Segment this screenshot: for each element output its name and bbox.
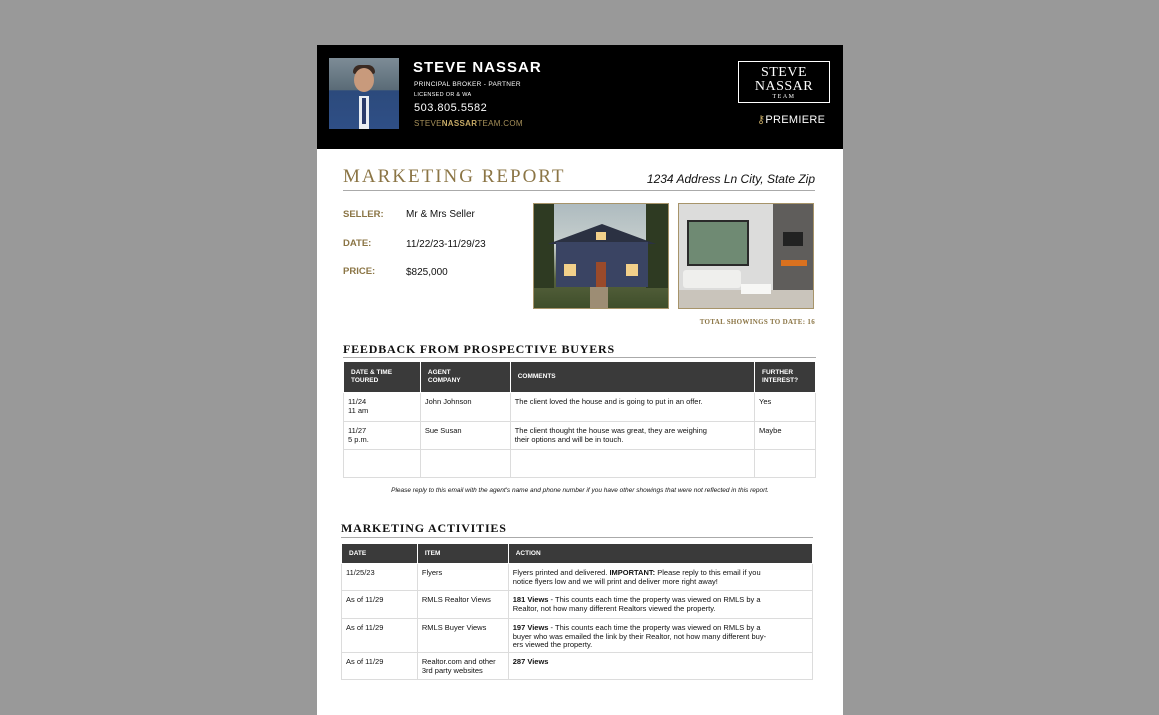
agent-photo — [329, 58, 399, 129]
living-room-photo — [678, 203, 814, 309]
table-row: 11/27 5 p.m. Sue Susan The client thought the house was great, they are weighing their options and will be in touch. Maybe — [344, 422, 816, 450]
total-showings: TOTAL SHOWINGS TO DATE: 16 — [699, 318, 815, 326]
seller-label: SELLER: — [343, 209, 384, 220]
house-exterior-photo — [533, 203, 669, 309]
col-action: ACTION — [508, 544, 812, 564]
key-icon: ⚷ — [757, 114, 766, 126]
divider — [343, 190, 815, 191]
date-label: DATE: — [343, 238, 372, 249]
team-logo: STEVE NASSAR TEAM — [738, 61, 830, 103]
agent-website[interactable]: STEVENASSARTEAM.COM — [414, 119, 523, 128]
agent-license: LICENSED OR & WA — [414, 92, 472, 98]
col-item: ITEM — [417, 544, 508, 564]
divider — [341, 537, 813, 538]
header-bar — [317, 45, 843, 149]
table-row: As of 11/29 Realtor.com and other 3rd party websites 287 Views — [342, 653, 813, 680]
activities-table — [341, 543, 813, 680]
table-row: 11/24 11 am John Johnson The client loved the house and is going to put in an offer. Yes — [344, 393, 816, 422]
col-comments: COMMENTS — [510, 362, 754, 393]
price-label: PRICE: — [343, 266, 376, 277]
table-row: As of 11/29 RMLS Buyer Views 197 Views - This counts each time the property was viewed on RMLS by a buyer who was emailed the link by their Realtor, not how many different buy- ers viewed the property. — [342, 619, 813, 653]
feedback-heading: FEEDBACK FROM PROSPECTIVE BUYERS — [343, 342, 615, 356]
report-sheet — [317, 45, 843, 715]
seller-value: Mr & Mrs Seller — [406, 209, 475, 220]
col-further-interest: FURTHER INTEREST? — [755, 362, 816, 393]
agent-title: PRINCIPAL BROKER - PARTNER — [414, 81, 521, 88]
table-row: 11/25/23 Flyers Flyers printed and delivered. IMPORTANT: Please reply to this email if you notice flyers low and we will print and deliver more right away! — [342, 564, 813, 591]
feedback-table — [343, 361, 816, 478]
divider — [343, 357, 816, 358]
col-agent-company: AGENT COMPANY — [420, 362, 510, 393]
brokerage-logo: ⚷PREMIERE — [757, 114, 826, 126]
report-title: MARKETING REPORT — [343, 166, 566, 187]
agent-phone[interactable]: 503.805.5582 — [414, 102, 488, 114]
table-row — [344, 450, 816, 478]
property-address: 1234 Address Ln City, State Zip — [646, 172, 815, 186]
col-date-toured: DATE & TIME TOURED — [344, 362, 421, 393]
activities-heading: MARKETING ACTIVITIES — [341, 521, 507, 535]
agent-name: STEVE NASSAR — [413, 59, 542, 76]
table-row: As of 11/29 RMLS Realtor Views 181 Views - This counts each time the property was viewed on RMLS by a Realtor, not how many different Realtors viewed the property. — [342, 591, 813, 619]
reply-note: Please reply to this email with the agent's name and phone number if you have other showings that were not reflected in this report. — [391, 487, 769, 494]
date-value: 11/22/23-11/29/23 — [406, 239, 486, 250]
col-date: DATE — [342, 544, 418, 564]
price-value: $825,000 — [406, 267, 448, 278]
